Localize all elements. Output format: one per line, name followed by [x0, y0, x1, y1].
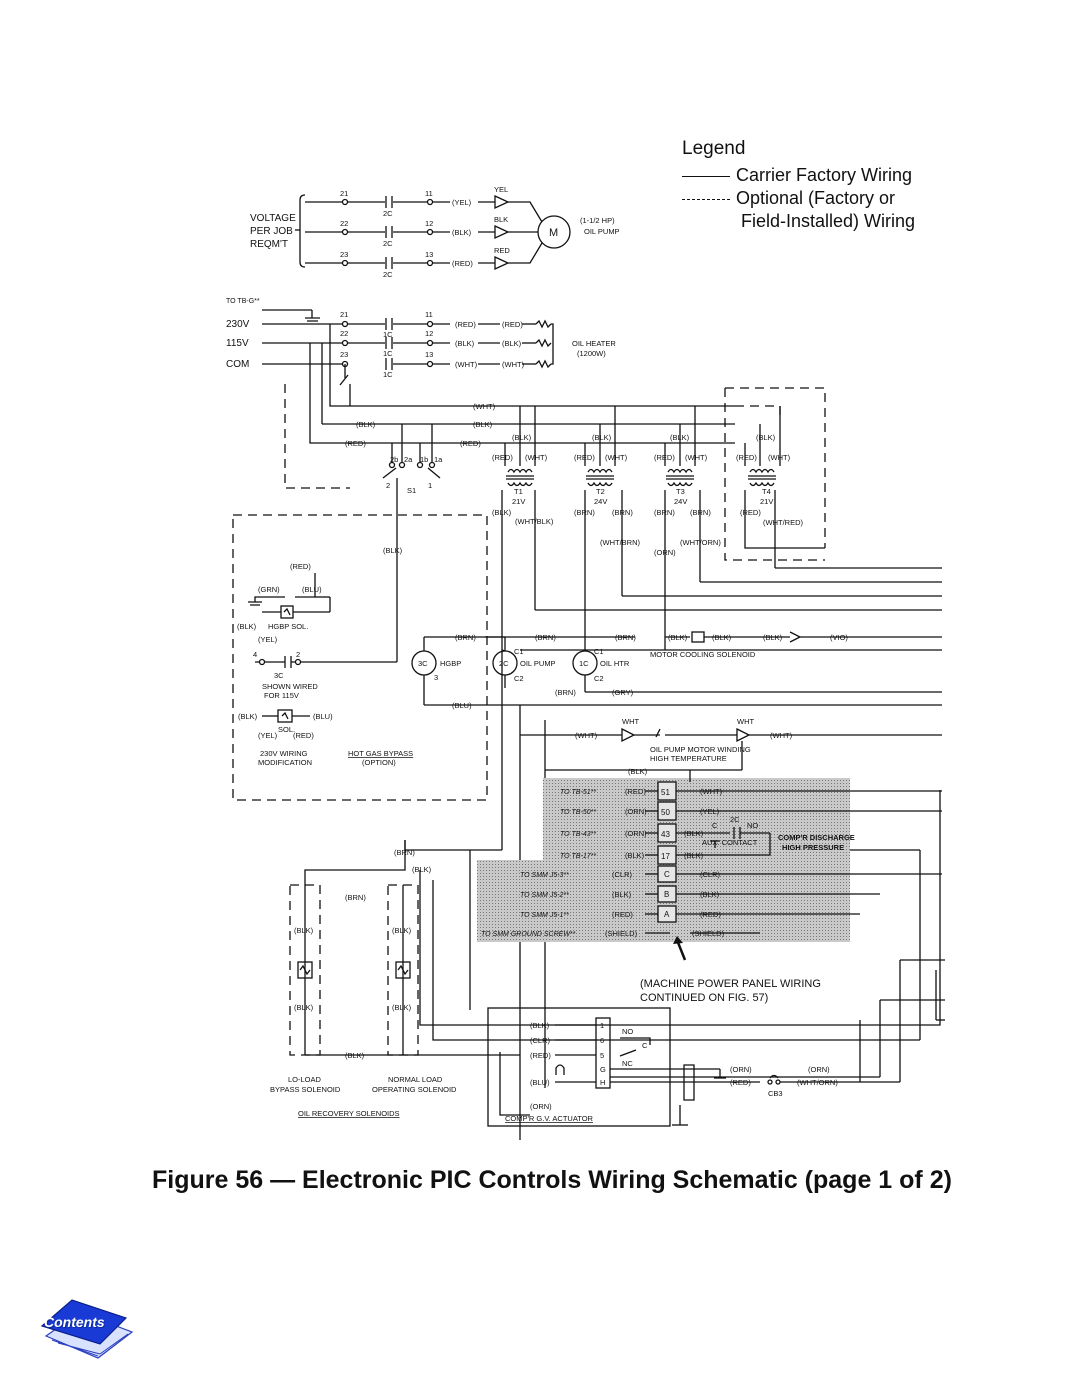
contact-label: NO: [622, 1027, 634, 1036]
wire-label: (WHT): [502, 360, 525, 369]
relay-coils: [412, 632, 942, 705]
wire-label: (BLK): [628, 767, 648, 776]
wire-label: (SHIELD): [605, 929, 638, 938]
switch-terminal: 1a: [434, 455, 443, 464]
wire-label: (BLK): [670, 433, 690, 442]
panel-source: TO TB-51**: [560, 789, 597, 796]
motor-spec: OIL PUMP: [584, 227, 620, 236]
terminal-label: 21: [340, 310, 349, 319]
switch-terminal: 1b: [420, 455, 429, 464]
wire-label: (YEL): [700, 807, 720, 816]
option-label: HOT GAS BYPASS: [348, 749, 414, 758]
terminal-label: 23: [340, 250, 349, 259]
legend-title: Legend: [682, 138, 746, 159]
wire-label: (BRN): [555, 688, 576, 697]
wire-label: (WHT): [605, 453, 628, 462]
terminal-label: 23: [340, 350, 349, 359]
wire-label: (BLK): [383, 546, 403, 555]
wire-label: (BLK): [345, 1051, 365, 1060]
wire-label: (WHT): [455, 360, 478, 369]
legend-solid-row: [682, 164, 915, 187]
legend-solid-label: Carrier Factory Wiring: [736, 165, 913, 185]
wire-label: (BRN): [345, 893, 366, 902]
wire-label: (WHT): [700, 787, 723, 796]
wire-label: (BLK): [392, 1003, 412, 1012]
wire-label: (ORN): [625, 829, 647, 838]
dashed-line-swatch: [682, 199, 730, 200]
wire-tag: WHT: [737, 717, 755, 726]
wire-label: (YEL): [452, 198, 472, 207]
wire-label: (GRY): [612, 688, 634, 697]
wire-label: (BRN): [612, 508, 633, 517]
shown-label: FOR 115V: [264, 691, 299, 700]
wire-label: (BLK): [530, 1021, 550, 1030]
wire-tag: RED: [494, 246, 510, 255]
wire-label: (BLK): [502, 339, 522, 348]
wire-label: (BRN): [615, 633, 636, 642]
wire-label: (RED): [492, 453, 513, 462]
solenoid-label: NORMAL LOAD: [388, 1075, 443, 1084]
contactor-label: 1C: [383, 370, 393, 379]
legend-dashed-row: [682, 187, 915, 210]
wire-label: (BLU): [313, 712, 333, 721]
supply-label: COM: [226, 359, 250, 370]
wire-label: (BLU): [452, 701, 472, 710]
heater-label: (1200W): [577, 349, 606, 358]
wire-label: (CLR): [700, 870, 720, 879]
wire-label: (RED): [293, 731, 314, 740]
wire-label: (BLK): [238, 712, 258, 721]
wire-label: (BLK): [612, 890, 632, 899]
switch-terminal: 2b: [390, 455, 399, 464]
wire-label: (BRN): [455, 633, 476, 642]
panel-terminal: A: [664, 910, 670, 919]
terminal-label: 11: [425, 310, 433, 319]
contactor-label: 2C: [383, 239, 393, 248]
wire-label: (RED): [612, 910, 633, 919]
terminal-label: 12: [425, 329, 434, 338]
terminal-label: 22: [340, 219, 349, 228]
panel-terminal: C: [664, 870, 670, 879]
transformer-id: T1: [514, 487, 523, 496]
terminal-label: 11: [425, 189, 433, 198]
wire-label: (RED): [740, 508, 761, 517]
wire-label: (WHT): [770, 731, 793, 740]
wire-label: (BLK): [452, 228, 472, 237]
panel-source: TO SMM J5-3**: [520, 872, 569, 879]
wire-label: (BRN): [654, 508, 675, 517]
cb-label: CB3: [768, 1089, 783, 1098]
wire-label: (BRN): [394, 848, 415, 857]
sol-label: SOL.: [278, 725, 296, 734]
wire-tag: WHT: [622, 717, 640, 726]
wire-label: (BRN): [690, 508, 711, 517]
legend: [682, 138, 915, 233]
wire-label: (WHT): [768, 453, 791, 462]
wire-label: (BRN): [574, 508, 595, 517]
wire-label: (BLK): [700, 890, 720, 899]
coil-pin: C2: [514, 674, 524, 683]
legend-dashed-label-2: Field-Installed) Wiring: [741, 211, 916, 231]
contact-label: C: [642, 1041, 648, 1050]
contact-label: 3C: [274, 671, 284, 680]
motor-label: M: [549, 227, 559, 239]
supply-label: 115V: [226, 338, 249, 349]
wire-label: (BLK): [512, 433, 532, 442]
cooling-label: MOTOR COOLING SOLENOID: [650, 650, 756, 659]
wire-label: (ORN): [808, 1065, 830, 1074]
panel-terminal: 43: [661, 830, 670, 839]
wire-label: (BLK): [712, 633, 732, 642]
actuator-terminal: 6: [600, 1036, 605, 1045]
transformer-t2: [574, 433, 640, 547]
wire-label: (GRN): [258, 585, 280, 594]
figure-caption: Figure 56 — Electronic PIC Controls Wiring Schematic (page 1 of 2): [152, 1166, 952, 1194]
switch-terminal: 2a: [404, 455, 413, 464]
heater-label: OIL HEATER: [572, 339, 616, 348]
winding-label: HIGH TEMPERATURE: [650, 754, 727, 763]
wire-label: (BLK): [356, 420, 376, 429]
coil-pin: C1: [594, 647, 604, 656]
transformer-volts: 24V: [594, 497, 608, 506]
wire-label: (BRN): [535, 633, 556, 642]
panel-source: TO TB-43**: [560, 831, 597, 838]
actuator-label: COMP'R G.V. ACTUATOR: [505, 1114, 593, 1123]
coil-label: 2C: [499, 659, 509, 668]
solenoids-title: OIL RECOVERY SOLENOIDS: [298, 1109, 400, 1118]
wire-label: (BLK): [592, 433, 612, 442]
solid-line-swatch: [682, 176, 730, 177]
wire-label: (RED): [730, 1078, 751, 1087]
wire-label: (WHT): [525, 453, 548, 462]
contactor-label: 1C: [383, 330, 393, 339]
contact-label: NO: [747, 821, 759, 830]
wire-label: (RED): [290, 562, 311, 571]
contents-button[interactable]: [38, 1296, 134, 1360]
wire-label: (WHT/ORN): [797, 1078, 838, 1087]
mod-label: 230V WIRING: [260, 749, 308, 758]
voltage-label: VOLTAGE: [250, 213, 296, 224]
discharge-label: HIGH PRESSURE: [782, 843, 845, 852]
contact-label: C: [712, 821, 718, 830]
panel-source: TO SMM J5-2**: [520, 892, 569, 899]
wire-label: (ORN): [730, 1065, 752, 1074]
wire-label: (YEL): [258, 635, 278, 644]
option-label: (OPTION): [362, 758, 396, 767]
wire-label: (BLK): [473, 420, 493, 429]
actuator-terminal: H: [600, 1078, 606, 1087]
wire-label: (RED): [502, 320, 523, 329]
transformer-id: T2: [596, 487, 605, 496]
contact-num: 4: [253, 650, 258, 659]
coil-name: HGBP: [440, 659, 462, 668]
wire-label: (WHT): [473, 402, 496, 411]
coil-pin: C1: [514, 647, 524, 656]
coil-pin: C2: [594, 674, 604, 683]
wire-label: (BLK): [668, 633, 688, 642]
panel-source: TO SMM J5-1**: [520, 912, 569, 919]
wire-label: (RED): [736, 453, 757, 462]
switch-pos: 2: [386, 481, 391, 490]
aux-label: AUX. CONTACT: [702, 838, 758, 847]
actuator-terminal: 5: [600, 1051, 605, 1060]
discharge-label: COMP'R DISCHARGE: [778, 833, 855, 842]
coil-label: 3C: [418, 659, 428, 668]
wire-tag: BLK: [494, 215, 509, 224]
wire-label: (BLK): [455, 339, 475, 348]
panel-source: TO SMM GROUND SCREW**: [481, 931, 576, 938]
contactor-label: 1C: [383, 349, 393, 358]
panel-terminal: 17: [661, 852, 670, 861]
wire-label: (BLK): [492, 508, 512, 517]
wire-label: (BLU): [302, 585, 322, 594]
wire-label: (RED): [625, 787, 646, 796]
terminal-label: 22: [340, 329, 349, 338]
wire-tag: YEL: [494, 185, 509, 194]
transformer-volts: 21V: [512, 497, 526, 506]
wire-label: (RED): [574, 453, 595, 462]
motor-spec: (1-1/2 HP): [580, 216, 615, 225]
terminal-label: 13: [425, 250, 434, 259]
contact-label: 2C: [730, 815, 740, 824]
panel-terminal: B: [664, 890, 670, 899]
actuator-terminal: 1: [600, 1021, 605, 1030]
wire-label: (RED): [345, 439, 366, 448]
panel-terminal: 50: [661, 808, 670, 817]
wire-label: (BLK): [237, 622, 257, 631]
wire-label: (BLK): [684, 851, 704, 860]
transformer-volts: 24V: [674, 497, 688, 506]
contactor-label: 2C: [383, 209, 393, 218]
voltage-label: REQM'T: [250, 239, 289, 250]
panel-source: TO TB-50**: [560, 809, 597, 816]
wire-label: (RED): [452, 259, 473, 268]
wire-label: (BLK): [294, 926, 314, 935]
mod-label: MODIFICATION: [258, 758, 313, 767]
wire-label: (WHT/RED): [763, 518, 803, 527]
panel-note: (MACHINE POWER PANEL WIRING: [640, 978, 821, 990]
wire-label: (CLR): [530, 1036, 550, 1045]
wire-label: (BLU): [530, 1078, 550, 1087]
wire-label: (SHIELD): [692, 929, 725, 938]
wire-label: (ORN): [654, 548, 676, 557]
wire-label: (WHT/BLK): [515, 517, 554, 526]
switch-pos: 1: [428, 481, 433, 490]
contents-label: Contents: [44, 1314, 105, 1330]
coil-name: OIL HTR: [600, 659, 630, 668]
coil-name: OIL PUMP: [520, 659, 556, 668]
coil-label: 1C: [579, 659, 589, 668]
wire-label: (WHT/ORN): [680, 538, 721, 547]
contactor-label: 2C: [383, 270, 393, 279]
panel-source: TO TB-17**: [560, 853, 597, 860]
wire-label: (WHT): [575, 731, 598, 740]
contact-label: NC: [622, 1059, 633, 1068]
terminal-label: 21: [340, 189, 349, 198]
wire-label: (BLK): [625, 851, 645, 860]
wire-label: (CLR): [612, 870, 632, 879]
coil-num: 3: [434, 673, 439, 682]
transformer-t3: [654, 433, 721, 557]
solenoid-label: LO-LOAD: [288, 1075, 321, 1084]
wire-label: (RED): [654, 453, 675, 462]
legend-dashed-label: Optional (Factory or: [736, 188, 896, 208]
wire-label: (BLK): [294, 1003, 314, 1012]
solenoid-label: OPERATING SOLENOID: [372, 1085, 457, 1094]
actuator-terminal: G: [600, 1065, 606, 1074]
shown-label: SHOWN WIRED: [262, 682, 318, 691]
wire-label: (WHT/BRN): [600, 538, 640, 547]
wire-label: (RED): [455, 320, 476, 329]
wire-label: (WHT): [685, 453, 708, 462]
winding-label: OIL PUMP MOTOR WINDING: [650, 745, 751, 754]
sol-label: HGBP SOL.: [268, 622, 309, 631]
panel-terminal: 51: [661, 788, 670, 797]
wire-label: (BLK): [763, 633, 783, 642]
transformer-t4: [736, 433, 803, 527]
transformer-volts: 21V: [760, 497, 774, 506]
wire-label: (RED): [530, 1051, 551, 1060]
voltage-label: PER JOB: [250, 226, 293, 237]
transformer-id: T3: [676, 487, 685, 496]
wire-label: (BLK): [412, 865, 432, 874]
wire-label: (ORN): [530, 1102, 552, 1111]
wire-label: (RED): [460, 439, 481, 448]
wire-label: (VIO): [830, 633, 848, 642]
switch-label: S1: [407, 486, 417, 495]
bus-wires: [310, 343, 942, 662]
tb-ref: TO TB-G**: [226, 298, 260, 305]
wire-label: (BLK): [392, 926, 412, 935]
wire-label: (RED): [700, 910, 721, 919]
contact-num: 2: [296, 650, 301, 659]
wire-label: (ORN): [625, 807, 647, 816]
solenoid-label: BYPASS SOLENOID: [270, 1085, 341, 1094]
transformer-id: T4: [762, 487, 771, 496]
terminal-label: 13: [425, 350, 434, 359]
wire-label: (BLK): [684, 829, 704, 838]
supply-label: 230V: [226, 319, 250, 330]
wire-label: (YEL): [258, 731, 278, 740]
panel-note: CONTINUED ON FIG. 57): [640, 992, 769, 1004]
wire-label: (BLK): [756, 433, 776, 442]
terminal-label: 12: [425, 219, 434, 228]
